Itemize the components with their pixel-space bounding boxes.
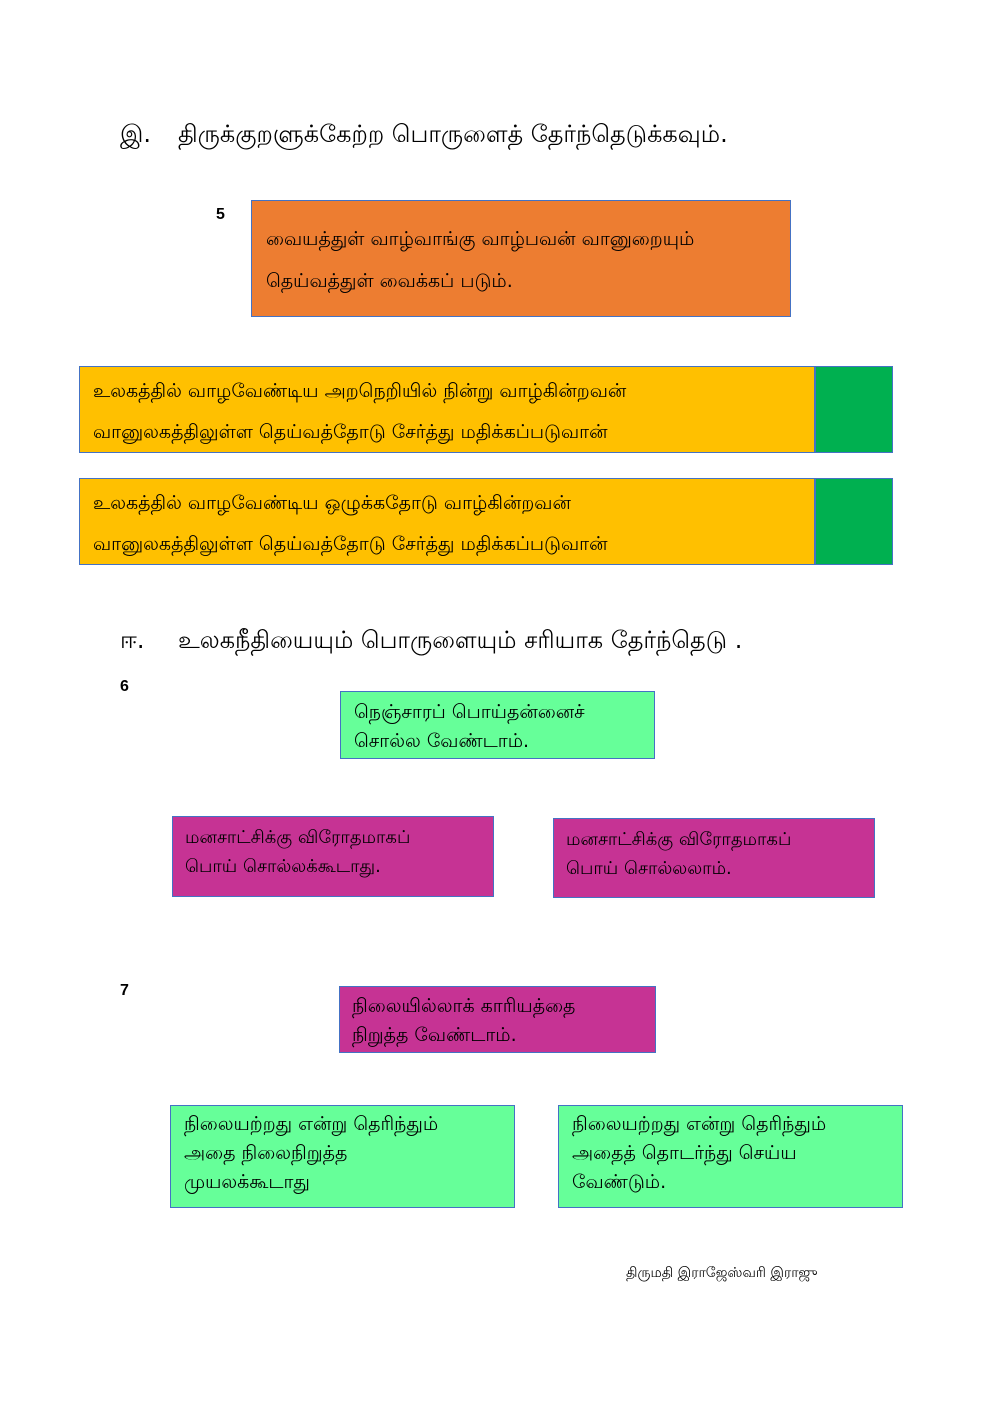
answer-option[interactable]	[170, 1105, 515, 1208]
section-heading-ii	[120, 626, 742, 657]
option-line: பொய் சொல்லக்கூடாது.	[185, 856, 381, 877]
kural-line: வையத்துள் வாழ்வாங்கு வாழ்பவன் வானுறையும்	[266, 228, 695, 250]
option-line: முயலக்கூடாது	[184, 1171, 310, 1193]
answer-drop-slot[interactable]	[815, 478, 893, 565]
option-line: வானுலகத்திலுள்ள தெய்வத்தோடு சேர்த்து மதிக்கப்படுவான்	[93, 421, 608, 443]
option-line: மனசாட்சிக்கு விரோதமாகப்	[185, 827, 411, 848]
kural-box	[251, 200, 791, 317]
author-signature: திருமதி இராஜேஸ்வரி இராஜு	[626, 1265, 818, 1281]
section-heading-i	[120, 120, 728, 151]
option-line: அதைத் தொடர்ந்து செய்ய	[572, 1142, 797, 1164]
prompt-line: சொல்ல வேண்டாம்.	[354, 730, 530, 752]
section-title: திருக்குறளுக்கேற்ற பொருளைத் தேர்ந்தெடுக்கவும்.	[178, 120, 728, 148]
answer-option[interactable]	[79, 366, 815, 453]
section-marker: ஈ.	[120, 626, 145, 654]
option-line: நிலையற்றது என்று தெரிந்தும்	[572, 1113, 827, 1135]
option-line: வானுலகத்திலுள்ள தெய்வத்தோடு சேர்த்து மதிக்கப்படுவான்	[93, 533, 608, 555]
prompt-line: நிறுத்த வேண்டாம்.	[352, 1024, 517, 1046]
question-number: 7	[120, 982, 129, 999]
answer-option[interactable]	[553, 818, 875, 898]
prompt-line: நிலையில்லாக் காரியத்தை	[352, 995, 576, 1017]
answer-option[interactable]	[79, 478, 815, 565]
prompt-box	[340, 691, 655, 759]
option-line: அதை நிலைநிறுத்த	[184, 1142, 348, 1164]
option-line: உலகத்தில் வாழவேண்டிய அறநெறியில் நின்று வாழ்கின்றவன்	[93, 380, 627, 402]
option-line: மனசாட்சிக்கு விரோதமாகப்	[566, 829, 792, 850]
option-line: வேண்டும்.	[572, 1171, 667, 1193]
option-line: உலகத்தில் வாழவேண்டிய ஒழுக்கதோடு வாழ்கின்றவன்	[93, 492, 571, 514]
section-marker: இ.	[120, 120, 151, 148]
section-title: உலகநீதியையும் பொருளையும் சரியாக தேர்ந்தெடு .	[178, 626, 743, 654]
prompt-line: நெஞ்சாரப் பொய்தன்னைச்	[354, 701, 585, 723]
option-line: நிலையற்றது என்று தெரிந்தும்	[184, 1113, 439, 1135]
prompt-box	[339, 986, 656, 1053]
answer-option[interactable]	[558, 1105, 903, 1208]
question-number: 6	[120, 678, 129, 695]
answer-drop-slot[interactable]	[815, 366, 893, 453]
kural-line: தெய்வத்துள் வைக்கப் படும்.	[266, 270, 513, 292]
answer-option[interactable]	[172, 816, 494, 897]
question-number: 5	[216, 206, 225, 223]
option-line: பொய் சொல்லலாம்.	[566, 858, 732, 879]
